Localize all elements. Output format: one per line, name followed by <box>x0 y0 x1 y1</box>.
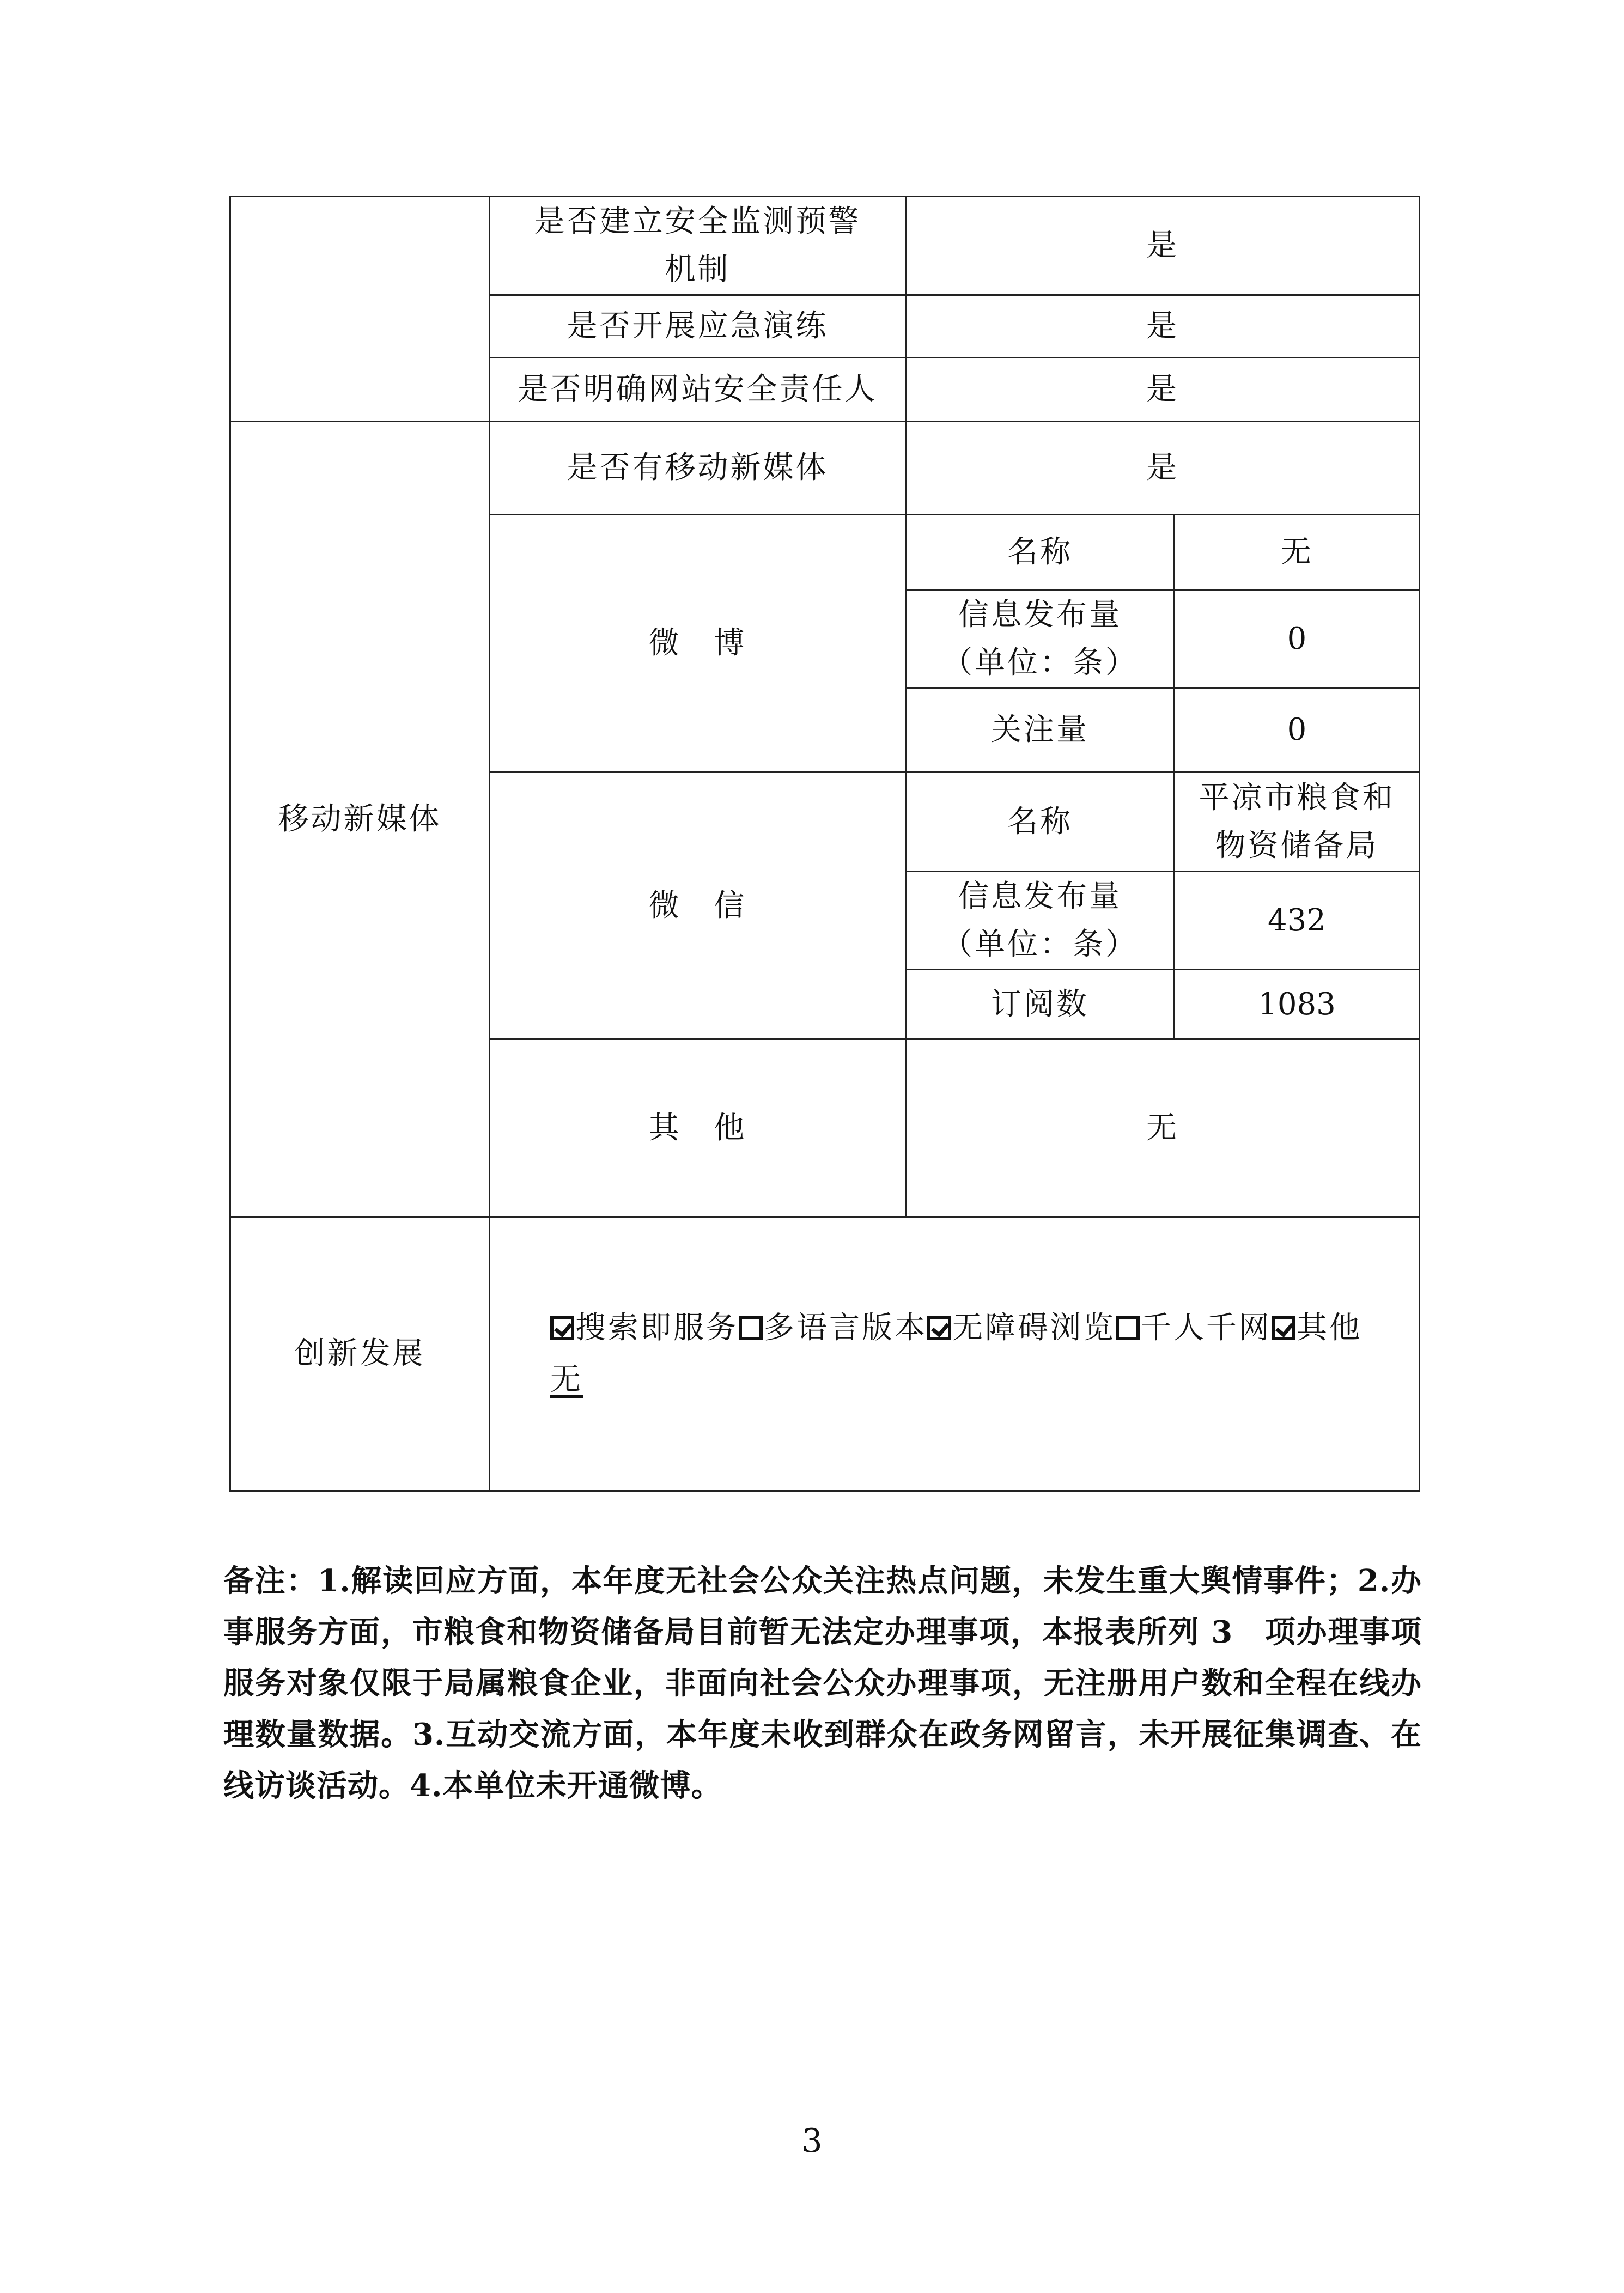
row-value: 是 <box>906 422 1420 515</box>
wechat-posts-label: 信息发布量 （单位：条） <box>906 872 1175 970</box>
wechat-posts-value: 432 <box>1175 872 1420 970</box>
weibo-posts-value: 0 <box>1175 590 1420 688</box>
checkbox-personalized[interactable] <box>1116 1316 1140 1340</box>
page-number: 3 <box>801 2122 823 2160</box>
row-value: 是 <box>906 358 1420 422</box>
checkbox-other[interactable] <box>1272 1316 1295 1340</box>
remarks-paragraph: 备注：1.解读回应方面，本年度无社会公众关注热点问题，未发生重大舆情事件；2.办事服务方面，市粮食和物资储备局目前暂无法定办理事项，本报表所列 3 项办理事项服务对象仅限于局属粮食企业，非面向社会公众办理事项，无注册用户数和全程在线办理数量数据。3.互动交流方面，本年度未收到群众在政务网留言，未开展征集调查、在线访谈活动。4.本单位未开通微博。 <box>223 1563 1422 1804</box>
weibo-name-label: 名称 <box>906 515 1175 590</box>
checkbox-accessibility[interactable] <box>927 1316 951 1340</box>
row-label: 是否建立安全监测预警 机制 <box>490 197 906 295</box>
row-label: 是否有移动新媒体 <box>490 422 906 515</box>
weibo-name-value: 无 <box>1175 515 1420 590</box>
option-label: 千人千网 <box>1141 1310 1272 1346</box>
wechat-subs-value: 1083 <box>1175 970 1420 1039</box>
table-row <box>230 422 1420 515</box>
row-value: 是 <box>906 197 1420 295</box>
row-value: 是 <box>906 295 1420 358</box>
weibo-posts-label: 信息发布量 （单位：条） <box>906 590 1175 688</box>
report-table <box>229 196 1420 1492</box>
other-text: 无 <box>550 1362 583 1397</box>
table-row <box>230 1217 1420 1491</box>
checkbox-search-service[interactable] <box>550 1316 574 1340</box>
table-row <box>230 197 1420 295</box>
section-label-innovation: 创新发展 <box>230 1217 490 1491</box>
row-label: 是否明确网站安全责任人 <box>490 358 906 422</box>
security-section-cell <box>230 197 490 422</box>
checkbox-multilingual[interactable] <box>739 1316 763 1340</box>
wechat-subs-label: 订阅数 <box>906 970 1175 1039</box>
wechat-label: 微 信 <box>490 773 906 1039</box>
other-media-label: 其 他 <box>490 1039 906 1217</box>
option-label: 多语言版本 <box>764 1310 927 1346</box>
option-label: 搜索即服务 <box>575 1310 739 1346</box>
weibo-label: 微 博 <box>490 515 906 773</box>
row-label: 是否开展应急演练 <box>490 295 906 358</box>
other-media-value: 无 <box>906 1039 1420 1217</box>
option-label: 无障碍浏览 <box>952 1310 1116 1346</box>
weibo-followers-label: 关注量 <box>906 688 1175 773</box>
option-label: 其他 <box>1297 1310 1362 1346</box>
section-label-mobile-media: 移动新媒体 <box>230 422 490 1217</box>
innovation-options <box>490 1217 1420 1491</box>
weibo-followers-value: 0 <box>1175 688 1420 773</box>
wechat-name-value: 平凉市粮食和 物资储备局 <box>1175 773 1420 872</box>
wechat-name-label: 名称 <box>906 773 1175 872</box>
